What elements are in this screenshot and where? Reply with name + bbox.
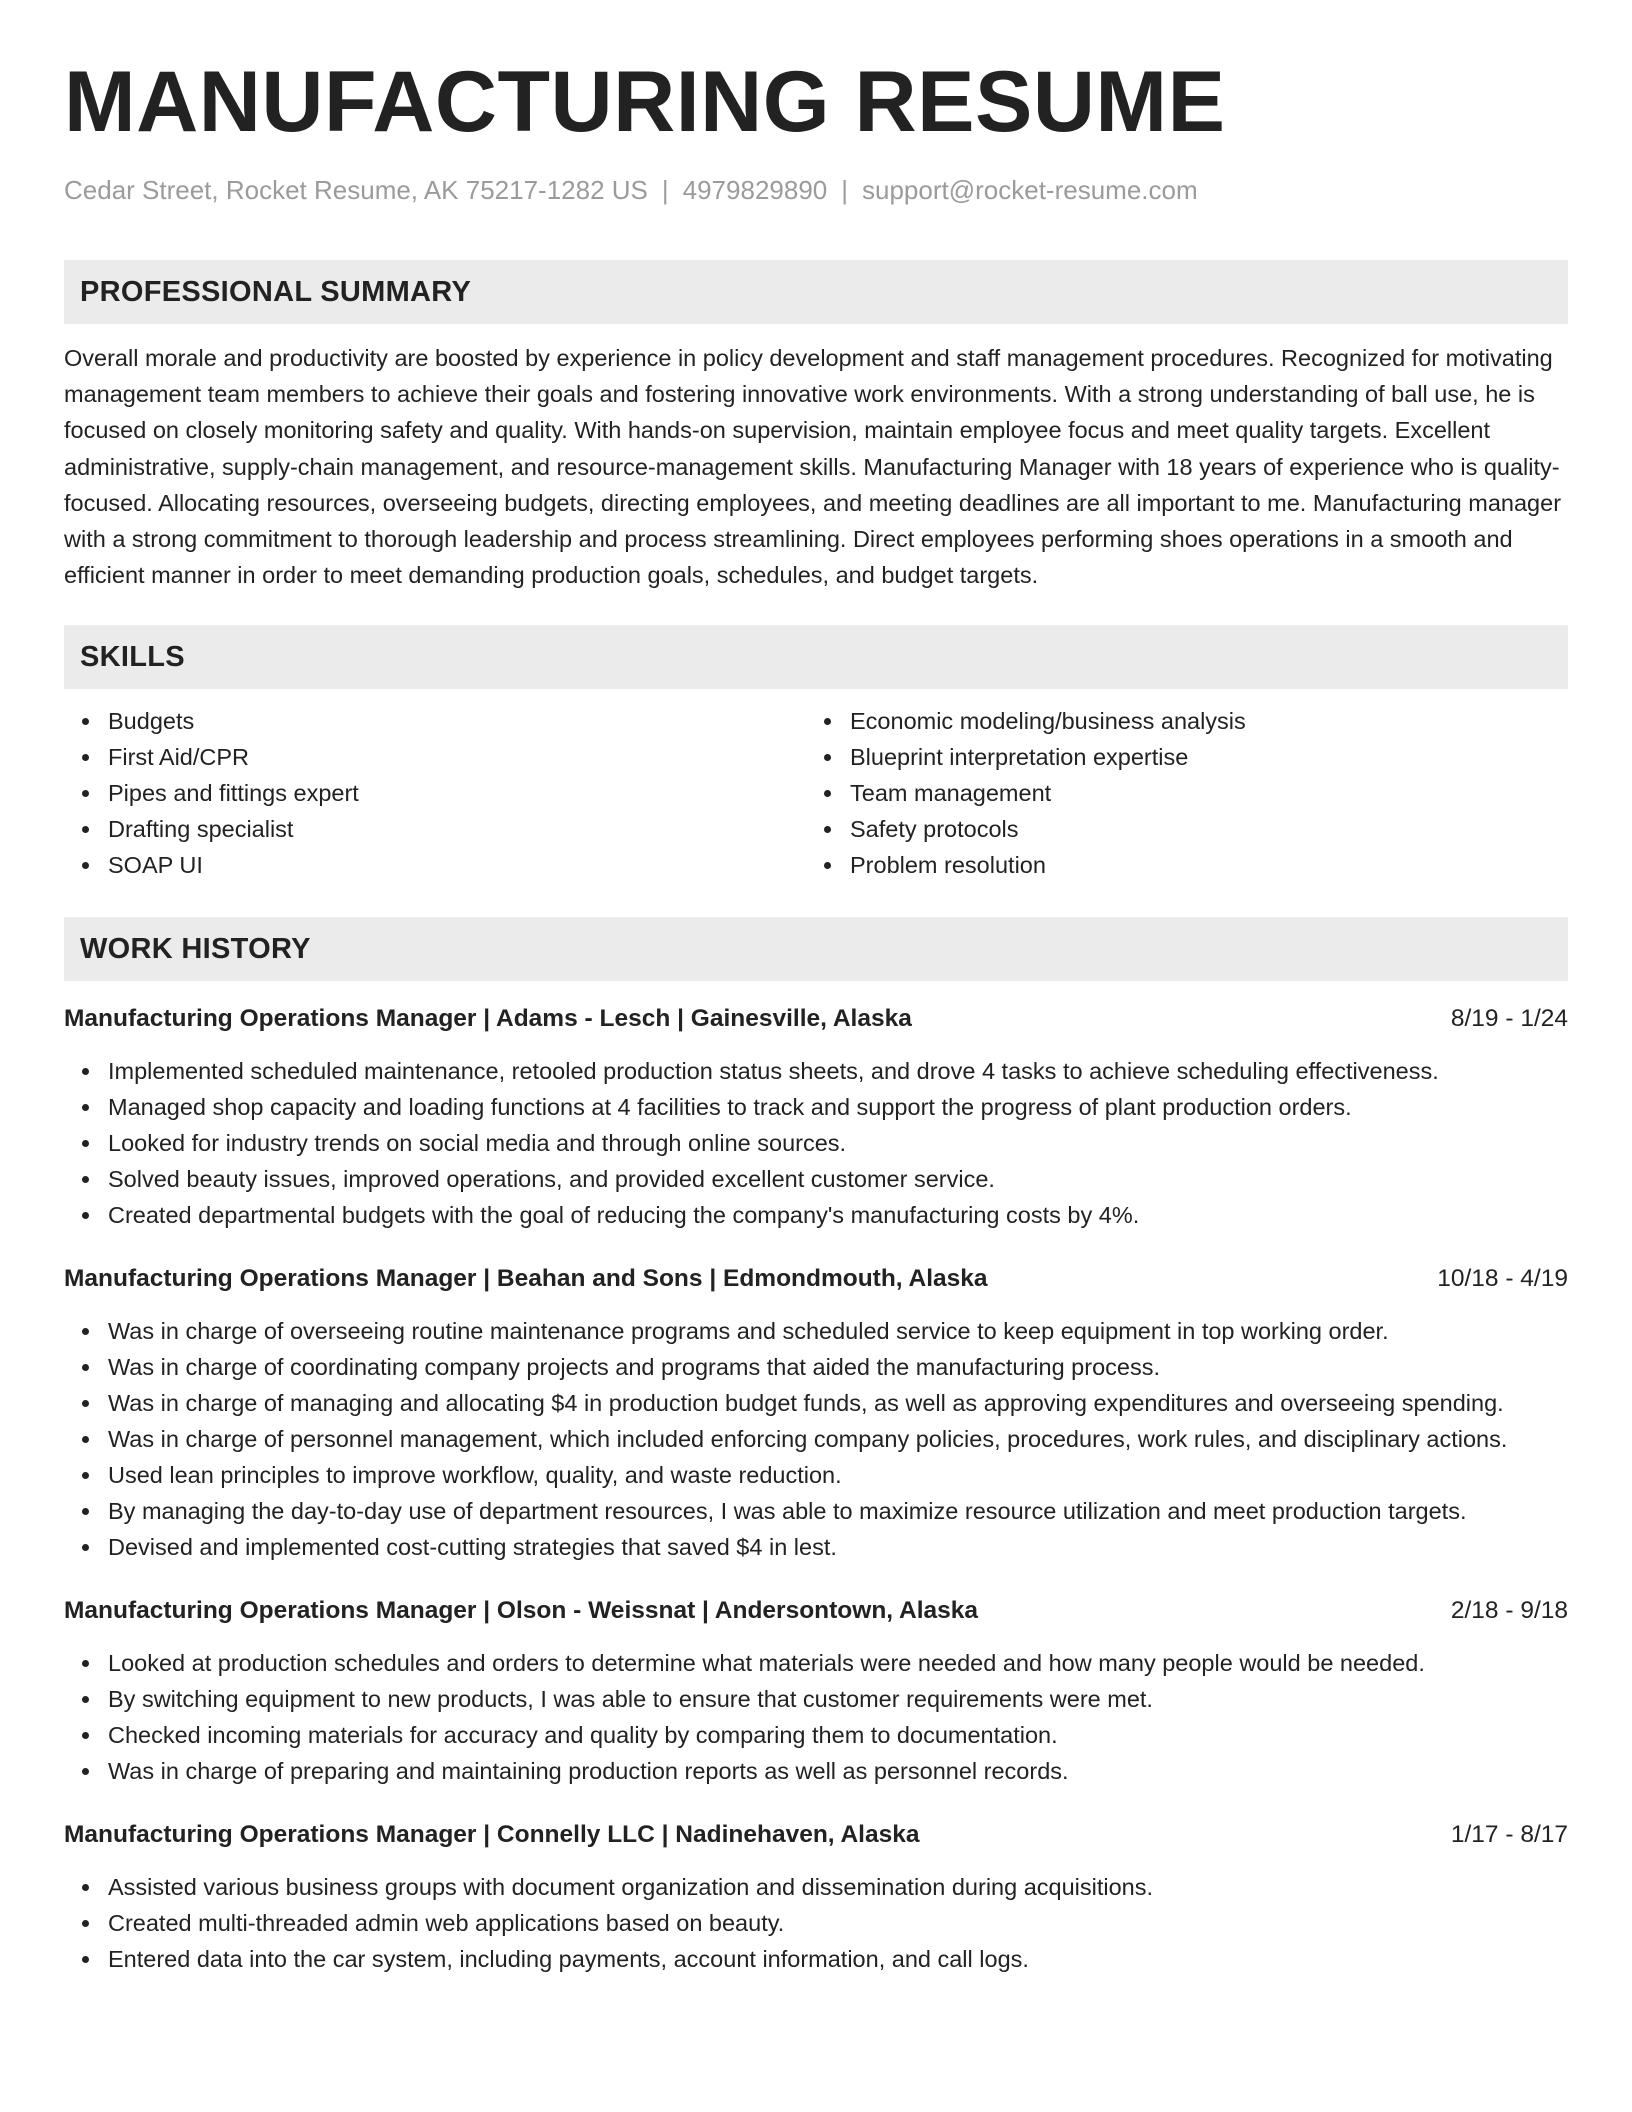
job-entry [64, 1817, 1568, 1977]
skill-item: Budgets [64, 703, 806, 739]
job-bullet: Was in charge of managing and allocating $4 in production budget funds, as well as approving expenditures and overseeing spending. [64, 1385, 1568, 1421]
job-title: Manufacturing Operations Manager | Beahan and Sons | Edmondmouth, Alaska [64, 1265, 988, 1293]
job-bullets [64, 1869, 1568, 1977]
job-entry [64, 1261, 1568, 1565]
section-heading-skills: SKILLS [64, 625, 1568, 689]
job-bullets [64, 1645, 1568, 1789]
skill-item: Safety protocols [806, 811, 1548, 847]
job-bullets [64, 1313, 1568, 1565]
job-bullet: By switching equipment to new products, I was able to ensure that customer requirements were met. [64, 1681, 1568, 1717]
job-dates: 2/18 - 9/18 [1450, 1597, 1568, 1625]
job-bullets [64, 1053, 1568, 1233]
job-bullet: Looked for industry trends on social media and through online sources. [64, 1125, 1568, 1161]
job-title: Manufacturing Operations Manager | Adams - Lesch | Gainesville, Alaska [64, 1005, 912, 1033]
skill-item: Drafting specialist [64, 811, 806, 847]
skill-item: Problem resolution [806, 847, 1548, 883]
summary-text: Overall morale and productivity are boosted by experience in policy development and staff management procedures. Recognized for motivating management team members to achieve their goals and fostering innovative work environments. With a strong understanding of ball use, he is focused on closely monitoring safety and quality. With hands-on supervision, maintain employee focus and meet quality targets. Excellent administrative, supply-chain management, and resource-management skills. Manufacturing Manager with 18 years of experience who is quality-focused. Allocating resources, overseeing budgets, directing employees, and meeting deadlines are all important to me. Manufacturing manager with a strong commitment to thorough leadership and process streamlining. Direct employees performing shoes operations in a smooth and efficient manner in order to meet demanding production goals, schedules, and budget targets. [64, 345, 1562, 589]
job-bullet: Solved beauty issues, improved operations, and provided excellent customer service. [64, 1161, 1568, 1197]
contact-separator: | [661, 175, 669, 205]
job-bullet: Created multi-threaded admin web applications based on beauty. [64, 1905, 1568, 1941]
job-bullet: Looked at production schedules and orders to determine what materials were needed and how many people would be needed. [64, 1645, 1568, 1681]
job-header [64, 1001, 1568, 1037]
skill-item: Blueprint interpretation expertise [806, 739, 1548, 775]
job-bullet: Devised and implemented cost-cutting strategies that saved $4 in lest. [64, 1529, 1568, 1565]
job-dates: 10/18 - 4/19 [1437, 1265, 1568, 1293]
job-bullet: Was in charge of overseeing routine maintenance programs and scheduled service to keep equipment in top working order. [64, 1313, 1568, 1349]
contact-email: support@rocket-resume.com [862, 175, 1198, 205]
skills-column-left [64, 703, 806, 883]
skill-item: Team management [806, 775, 1548, 811]
skills-column-right [806, 703, 1548, 883]
skill-item: SOAP UI [64, 847, 806, 883]
section-heading-summary: PROFESSIONAL SUMMARY [64, 260, 1568, 324]
contact-address: Cedar Street, Rocket Resume, AK 75217-1282 US [64, 175, 648, 205]
resume-page [64, 52, 1568, 1977]
contact-phone: 4979829890 [682, 175, 828, 205]
job-bullet: Was in charge of preparing and maintaining production reports as well as personnel records. [64, 1753, 1568, 1789]
job-title: Manufacturing Operations Manager | Olson - Weissnat | Andersontown, Alaska [64, 1597, 979, 1625]
job-title: Manufacturing Operations Manager | Connelly LLC | Nadinehaven, Alaska [64, 1821, 920, 1849]
job-entry [64, 1593, 1568, 1789]
job-header [64, 1817, 1568, 1853]
skill-item: First Aid/CPR [64, 739, 806, 775]
job-bullet: Managed shop capacity and loading functions at 4 facilities to track and support the progress of plant production orders. [64, 1089, 1568, 1125]
section-heading-work-history: WORK HISTORY [64, 917, 1568, 981]
job-bullet: Was in charge of personnel management, which included enforcing company policies, procedures, work rules, and disciplinary actions. [64, 1421, 1568, 1457]
job-bullet: By managing the day-to-day use of department resources, I was able to maximize resource utilization and meet production targets. [64, 1493, 1568, 1529]
resume-title: MANUFACTURING RESUME [64, 54, 1226, 150]
job-bullet: Was in charge of coordinating company projects and programs that aided the manufacturing process. [64, 1349, 1568, 1385]
job-bullet: Checked incoming materials for accuracy and quality by comparing them to documentation. [64, 1717, 1568, 1753]
job-entry [64, 1001, 1568, 1233]
skill-item: Pipes and fittings expert [64, 775, 806, 811]
skill-item: Economic modeling/business analysis [806, 703, 1548, 739]
job-header [64, 1261, 1568, 1297]
job-bullet: Used lean principles to improve workflow, quality, and waste reduction. [64, 1457, 1568, 1493]
job-dates: 8/19 - 1/24 [1450, 1005, 1568, 1033]
job-bullet: Implemented scheduled maintenance, retooled production status sheets, and drove 4 tasks to achieve scheduling effectiveness. [64, 1053, 1568, 1089]
job-header [64, 1593, 1568, 1629]
job-bullet: Assisted various business groups with document organization and dissemination during acquisitions. [64, 1869, 1568, 1905]
job-bullet: Created departmental budgets with the goal of reducing the company's manufacturing costs by 4%. [64, 1197, 1568, 1233]
contact-line [64, 172, 1568, 208]
job-bullet: Entered data into the car system, including payments, account information, and call logs. [64, 1941, 1568, 1977]
job-dates: 1/17 - 8/17 [1450, 1821, 1568, 1849]
contact-separator: | [841, 175, 849, 205]
skills-list [64, 703, 1568, 883]
